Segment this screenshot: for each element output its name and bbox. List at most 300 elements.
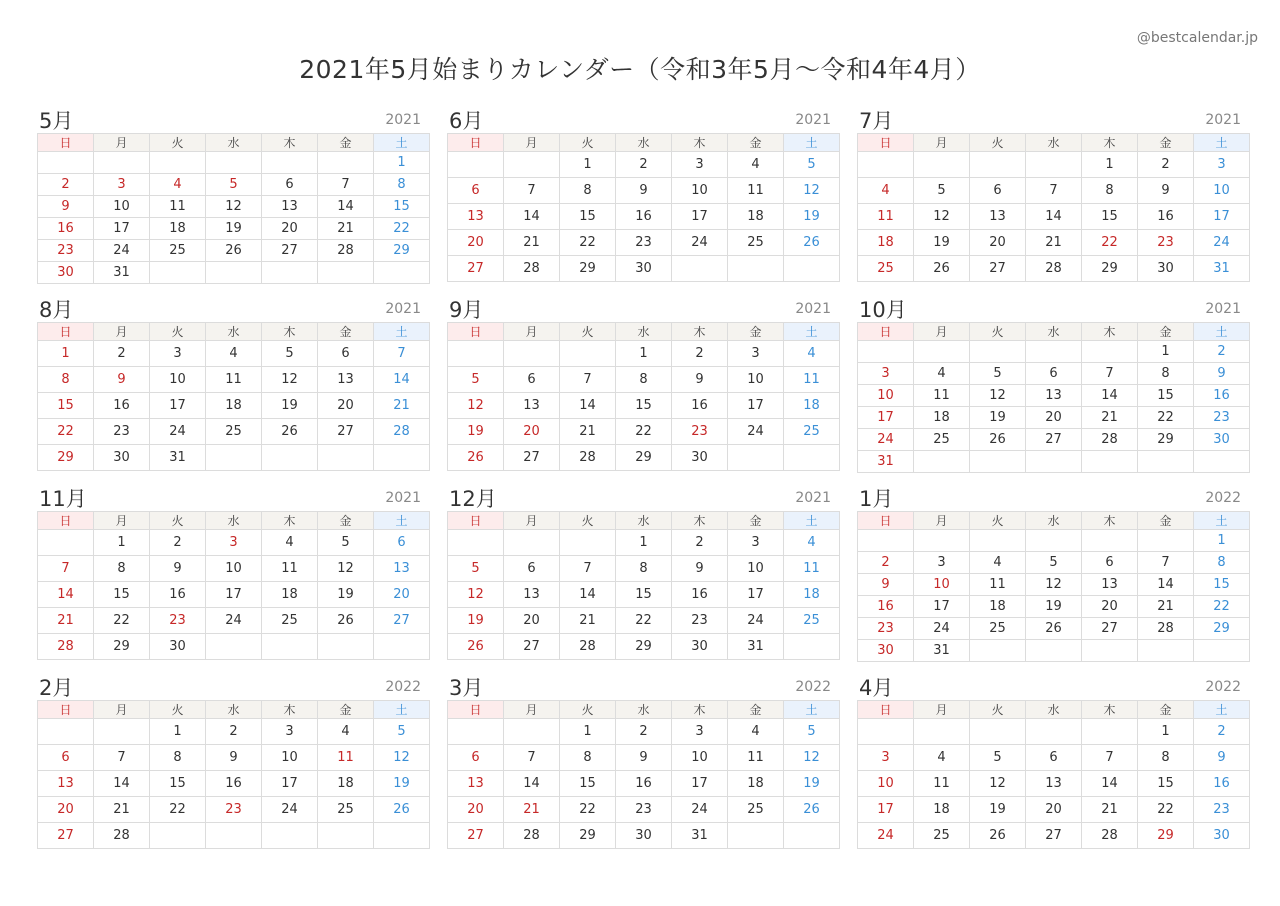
- weekday-label: 金: [318, 701, 374, 719]
- day-cell: 9: [150, 556, 206, 582]
- day-cell: 12: [970, 385, 1026, 407]
- day-cell: 14: [374, 367, 430, 393]
- month-calendar: [447, 105, 833, 282]
- day-cell: 27: [1082, 618, 1138, 640]
- day-cell: 25: [784, 608, 840, 634]
- weekday-label: 木: [672, 512, 728, 530]
- day-cell: 27: [970, 256, 1026, 282]
- day-cell: 8: [616, 556, 672, 582]
- day-cell: 30: [858, 640, 914, 662]
- day-cell: 17: [150, 393, 206, 419]
- day-cell: 19: [262, 393, 318, 419]
- weekday-label: 月: [94, 701, 150, 719]
- day-cell: 17: [728, 393, 784, 419]
- day-cell: 17: [858, 797, 914, 823]
- weekday-label: 木: [672, 323, 728, 341]
- week-row: [38, 445, 430, 471]
- empty-day-cell: [262, 634, 318, 660]
- weekday-header-row: [858, 701, 1250, 719]
- empty-day-cell: [448, 530, 504, 556]
- month-header: [37, 672, 423, 700]
- week-row: [448, 530, 840, 556]
- day-cell: 12: [206, 196, 262, 218]
- day-cell: 2: [150, 530, 206, 556]
- weekday-label: 水: [616, 323, 672, 341]
- day-cell: 5: [448, 367, 504, 393]
- empty-day-cell: [206, 634, 262, 660]
- calendar-grid: [37, 105, 1244, 865]
- day-cell: 15: [38, 393, 94, 419]
- day-cell: 2: [1138, 152, 1194, 178]
- empty-day-cell: [914, 451, 970, 473]
- weekday-label: 火: [150, 512, 206, 530]
- empty-day-cell: [206, 445, 262, 471]
- weekday-label: 火: [560, 134, 616, 152]
- weekday-header-row: [448, 323, 840, 341]
- day-cell: 9: [616, 178, 672, 204]
- day-cell: 20: [262, 218, 318, 240]
- day-cell: 21: [1138, 596, 1194, 618]
- day-cell: 27: [448, 823, 504, 849]
- empty-day-cell: [38, 530, 94, 556]
- day-cell: 31: [914, 640, 970, 662]
- day-cell: 8: [1138, 745, 1194, 771]
- day-cell: 16: [1194, 385, 1250, 407]
- day-cell: 11: [318, 745, 374, 771]
- month-name: 10月: [859, 298, 907, 322]
- day-cell: 1: [1082, 152, 1138, 178]
- day-cell: 3: [1194, 152, 1250, 178]
- day-cell: 11: [150, 196, 206, 218]
- day-cell: 3: [206, 530, 262, 556]
- day-cell: 5: [448, 556, 504, 582]
- day-cell: 13: [374, 556, 430, 582]
- day-cell: 25: [970, 618, 1026, 640]
- day-cell: 4: [914, 363, 970, 385]
- day-cell: 14: [1082, 385, 1138, 407]
- empty-day-cell: [448, 341, 504, 367]
- day-cell: 29: [560, 823, 616, 849]
- day-cell: 4: [728, 719, 784, 745]
- weekday-label: 日: [858, 512, 914, 530]
- day-cell: 15: [94, 582, 150, 608]
- weekday-label: 土: [374, 323, 430, 341]
- month-day-table: [37, 322, 430, 471]
- empty-day-cell: [1082, 640, 1138, 662]
- day-cell: 9: [672, 367, 728, 393]
- day-cell: 22: [1194, 596, 1250, 618]
- week-row: [448, 341, 840, 367]
- weekday-label: 日: [38, 512, 94, 530]
- day-cell: 11: [914, 385, 970, 407]
- week-row: [858, 256, 1250, 282]
- month-header: [857, 483, 1243, 511]
- week-row: [38, 582, 430, 608]
- day-cell: 24: [858, 823, 914, 849]
- month-name: 9月: [449, 298, 484, 322]
- week-row: [448, 393, 840, 419]
- empty-day-cell: [784, 634, 840, 660]
- weekday-header-row: [448, 701, 840, 719]
- week-row: [38, 634, 430, 660]
- day-cell: 29: [616, 445, 672, 471]
- day-cell: 28: [1082, 823, 1138, 849]
- day-cell: 8: [374, 174, 430, 196]
- empty-day-cell: [1026, 451, 1082, 473]
- day-cell: 4: [858, 178, 914, 204]
- week-row: [858, 385, 1250, 407]
- weekday-label: 金: [1138, 701, 1194, 719]
- day-cell: 9: [206, 745, 262, 771]
- day-cell: 30: [94, 445, 150, 471]
- day-cell: 6: [1082, 552, 1138, 574]
- day-cell: 25: [318, 797, 374, 823]
- day-cell: 28: [1026, 256, 1082, 282]
- month-name: 6月: [449, 109, 484, 133]
- month-year: 2021: [385, 490, 421, 506]
- day-cell: 12: [1026, 574, 1082, 596]
- day-cell: 17: [914, 596, 970, 618]
- week-row: [858, 451, 1250, 473]
- day-cell: 24: [672, 230, 728, 256]
- day-cell: 30: [1194, 823, 1250, 849]
- day-cell: 3: [914, 552, 970, 574]
- week-row: [448, 582, 840, 608]
- weekday-label: 火: [970, 134, 1026, 152]
- day-cell: 16: [150, 582, 206, 608]
- day-cell: 5: [970, 745, 1026, 771]
- day-cell: 16: [672, 393, 728, 419]
- weekday-label: 水: [1026, 323, 1082, 341]
- month-header: [37, 105, 423, 133]
- day-cell: 5: [970, 363, 1026, 385]
- empty-day-cell: [914, 719, 970, 745]
- empty-day-cell: [94, 719, 150, 745]
- day-cell: 30: [1138, 256, 1194, 282]
- empty-day-cell: [38, 719, 94, 745]
- day-cell: 25: [728, 797, 784, 823]
- month-name: 4月: [859, 676, 894, 700]
- day-cell: 16: [38, 218, 94, 240]
- day-cell: 19: [206, 218, 262, 240]
- day-cell: 7: [1026, 178, 1082, 204]
- month-calendar: [857, 105, 1243, 282]
- day-cell: 8: [560, 178, 616, 204]
- day-cell: 26: [914, 256, 970, 282]
- day-cell: 26: [784, 797, 840, 823]
- month-year: 2021: [385, 301, 421, 317]
- day-cell: 21: [1082, 797, 1138, 823]
- weekday-label: 水: [1026, 134, 1082, 152]
- day-cell: 14: [94, 771, 150, 797]
- day-cell: 27: [318, 419, 374, 445]
- day-cell: 21: [1082, 407, 1138, 429]
- day-cell: 19: [970, 407, 1026, 429]
- day-cell: 8: [1194, 552, 1250, 574]
- day-cell: 3: [672, 719, 728, 745]
- weekday-label: 土: [374, 701, 430, 719]
- week-row: [448, 634, 840, 660]
- month-name: 2月: [39, 676, 74, 700]
- day-cell: 29: [1194, 618, 1250, 640]
- day-cell: 10: [672, 745, 728, 771]
- day-cell: 17: [672, 204, 728, 230]
- day-cell: 15: [1194, 574, 1250, 596]
- day-cell: 9: [672, 556, 728, 582]
- empty-day-cell: [728, 256, 784, 282]
- week-row: [38, 174, 430, 196]
- day-cell: 20: [1026, 407, 1082, 429]
- day-cell: 21: [560, 608, 616, 634]
- empty-day-cell: [262, 152, 318, 174]
- day-cell: 20: [448, 230, 504, 256]
- month-year: 2022: [1205, 679, 1241, 695]
- day-cell: 16: [858, 596, 914, 618]
- empty-day-cell: [262, 445, 318, 471]
- weekday-label: 日: [38, 701, 94, 719]
- day-cell: 17: [728, 582, 784, 608]
- day-cell: 6: [1026, 363, 1082, 385]
- day-cell: 10: [728, 367, 784, 393]
- day-cell: 27: [1026, 429, 1082, 451]
- day-cell: 11: [858, 204, 914, 230]
- day-cell: 31: [858, 451, 914, 473]
- day-cell: 1: [616, 530, 672, 556]
- day-cell: 21: [560, 419, 616, 445]
- month-header: [447, 105, 833, 133]
- week-row: [448, 771, 840, 797]
- month-calendar: [447, 483, 833, 660]
- day-cell: 10: [914, 574, 970, 596]
- month-year: 2022: [1205, 490, 1241, 506]
- day-cell: 26: [448, 445, 504, 471]
- weekday-header-row: [858, 134, 1250, 152]
- day-cell: 11: [784, 556, 840, 582]
- day-cell: 23: [616, 797, 672, 823]
- week-row: [38, 240, 430, 262]
- day-cell: 25: [150, 240, 206, 262]
- week-row: [38, 608, 430, 634]
- month-header: [857, 105, 1243, 133]
- empty-day-cell: [1082, 530, 1138, 552]
- day-cell: 22: [560, 797, 616, 823]
- weekday-label: 土: [784, 323, 840, 341]
- empty-day-cell: [1194, 640, 1250, 662]
- day-cell: 29: [1082, 256, 1138, 282]
- month-name: 11月: [39, 487, 87, 511]
- day-cell: 12: [784, 745, 840, 771]
- day-cell: 13: [448, 204, 504, 230]
- week-row: [448, 152, 840, 178]
- day-cell: 14: [38, 582, 94, 608]
- day-cell: 13: [504, 393, 560, 419]
- empty-day-cell: [318, 634, 374, 660]
- day-cell: 13: [38, 771, 94, 797]
- weekday-label: 木: [262, 134, 318, 152]
- weekday-label: 火: [970, 323, 1026, 341]
- day-cell: 18: [914, 797, 970, 823]
- day-cell: 6: [318, 341, 374, 367]
- weekday-label: 火: [970, 701, 1026, 719]
- day-cell: 5: [914, 178, 970, 204]
- day-cell: 15: [616, 393, 672, 419]
- weekday-label: 金: [728, 701, 784, 719]
- week-row: [858, 596, 1250, 618]
- day-cell: 9: [858, 574, 914, 596]
- weekday-label: 金: [1138, 512, 1194, 530]
- day-cell: 13: [1082, 574, 1138, 596]
- day-cell: 22: [94, 608, 150, 634]
- day-cell: 29: [1138, 429, 1194, 451]
- month-day-table: [857, 700, 1250, 849]
- day-cell: 8: [560, 745, 616, 771]
- weekday-label: 日: [448, 323, 504, 341]
- month-day-table: [857, 133, 1250, 282]
- day-cell: 15: [1138, 771, 1194, 797]
- empty-day-cell: [560, 530, 616, 556]
- weekday-label: 水: [206, 323, 262, 341]
- day-cell: 23: [206, 797, 262, 823]
- weekday-label: 月: [504, 323, 560, 341]
- empty-day-cell: [150, 152, 206, 174]
- weekday-label: 日: [448, 512, 504, 530]
- day-cell: 19: [1026, 596, 1082, 618]
- day-cell: 19: [784, 204, 840, 230]
- day-cell: 18: [728, 204, 784, 230]
- day-cell: 2: [38, 174, 94, 196]
- empty-day-cell: [970, 640, 1026, 662]
- day-cell: 22: [374, 218, 430, 240]
- empty-day-cell: [1026, 530, 1082, 552]
- weekday-label: 月: [504, 701, 560, 719]
- day-cell: 26: [318, 608, 374, 634]
- weekday-label: 木: [1082, 134, 1138, 152]
- weekday-label: 火: [970, 512, 1026, 530]
- day-cell: 3: [858, 745, 914, 771]
- empty-day-cell: [448, 719, 504, 745]
- empty-day-cell: [318, 823, 374, 849]
- day-cell: 25: [784, 419, 840, 445]
- day-cell: 20: [504, 419, 560, 445]
- day-cell: 31: [94, 262, 150, 284]
- day-cell: 30: [672, 445, 728, 471]
- day-cell: 23: [858, 618, 914, 640]
- day-cell: 17: [94, 218, 150, 240]
- day-cell: 29: [374, 240, 430, 262]
- weekday-label: 日: [38, 134, 94, 152]
- day-cell: 14: [504, 771, 560, 797]
- day-cell: 26: [374, 797, 430, 823]
- day-cell: 23: [150, 608, 206, 634]
- day-cell: 26: [970, 823, 1026, 849]
- month-header: [447, 672, 833, 700]
- empty-day-cell: [504, 152, 560, 178]
- day-cell: 15: [150, 771, 206, 797]
- day-cell: 28: [560, 634, 616, 660]
- day-cell: 21: [1026, 230, 1082, 256]
- month-calendar: [447, 294, 833, 471]
- month-year: 2022: [385, 679, 421, 695]
- day-cell: 26: [206, 240, 262, 262]
- day-cell: 7: [38, 556, 94, 582]
- day-cell: 28: [504, 823, 560, 849]
- day-cell: 29: [616, 634, 672, 660]
- day-cell: 9: [616, 745, 672, 771]
- month-day-table: [37, 511, 430, 660]
- day-cell: 30: [150, 634, 206, 660]
- day-cell: 4: [784, 530, 840, 556]
- day-cell: 25: [262, 608, 318, 634]
- empty-day-cell: [784, 823, 840, 849]
- month-calendar: [37, 105, 423, 284]
- day-cell: 13: [318, 367, 374, 393]
- day-cell: 26: [262, 419, 318, 445]
- day-cell: 18: [318, 771, 374, 797]
- day-cell: 20: [374, 582, 430, 608]
- day-cell: 5: [318, 530, 374, 556]
- day-cell: 9: [1138, 178, 1194, 204]
- week-row: [858, 178, 1250, 204]
- day-cell: 30: [38, 262, 94, 284]
- day-cell: 21: [504, 230, 560, 256]
- weekday-label: 土: [374, 134, 430, 152]
- day-cell: 19: [374, 771, 430, 797]
- week-row: [858, 552, 1250, 574]
- day-cell: 27: [38, 823, 94, 849]
- weekday-label: 木: [262, 701, 318, 719]
- day-cell: 25: [914, 429, 970, 451]
- day-cell: 12: [262, 367, 318, 393]
- weekday-label: 木: [262, 323, 318, 341]
- empty-day-cell: [560, 341, 616, 367]
- month-year: 2021: [1205, 301, 1241, 317]
- day-cell: 13: [448, 771, 504, 797]
- month-calendar: [37, 672, 423, 849]
- week-row: [448, 823, 840, 849]
- month-calendar: [857, 483, 1243, 662]
- day-cell: 18: [150, 218, 206, 240]
- day-cell: 17: [858, 407, 914, 429]
- day-cell: 1: [1194, 530, 1250, 552]
- day-cell: 20: [970, 230, 1026, 256]
- day-cell: 9: [94, 367, 150, 393]
- weekday-header-row: [38, 512, 430, 530]
- day-cell: 1: [150, 719, 206, 745]
- day-cell: 18: [206, 393, 262, 419]
- day-cell: 17: [672, 771, 728, 797]
- day-cell: 5: [784, 152, 840, 178]
- empty-day-cell: [914, 530, 970, 552]
- month-year: 2021: [385, 112, 421, 128]
- day-cell: 8: [38, 367, 94, 393]
- weekday-label: 木: [672, 701, 728, 719]
- weekday-label: 火: [560, 701, 616, 719]
- day-cell: 8: [1082, 178, 1138, 204]
- week-row: [858, 204, 1250, 230]
- day-cell: 30: [1194, 429, 1250, 451]
- weekday-label: 水: [206, 512, 262, 530]
- day-cell: 17: [1194, 204, 1250, 230]
- weekday-label: 木: [262, 512, 318, 530]
- week-row: [448, 556, 840, 582]
- month-header: [857, 672, 1243, 700]
- day-cell: 25: [858, 256, 914, 282]
- empty-day-cell: [1138, 530, 1194, 552]
- weekday-label: 水: [616, 512, 672, 530]
- day-cell: 3: [94, 174, 150, 196]
- day-cell: 12: [448, 393, 504, 419]
- weekday-label: 金: [318, 512, 374, 530]
